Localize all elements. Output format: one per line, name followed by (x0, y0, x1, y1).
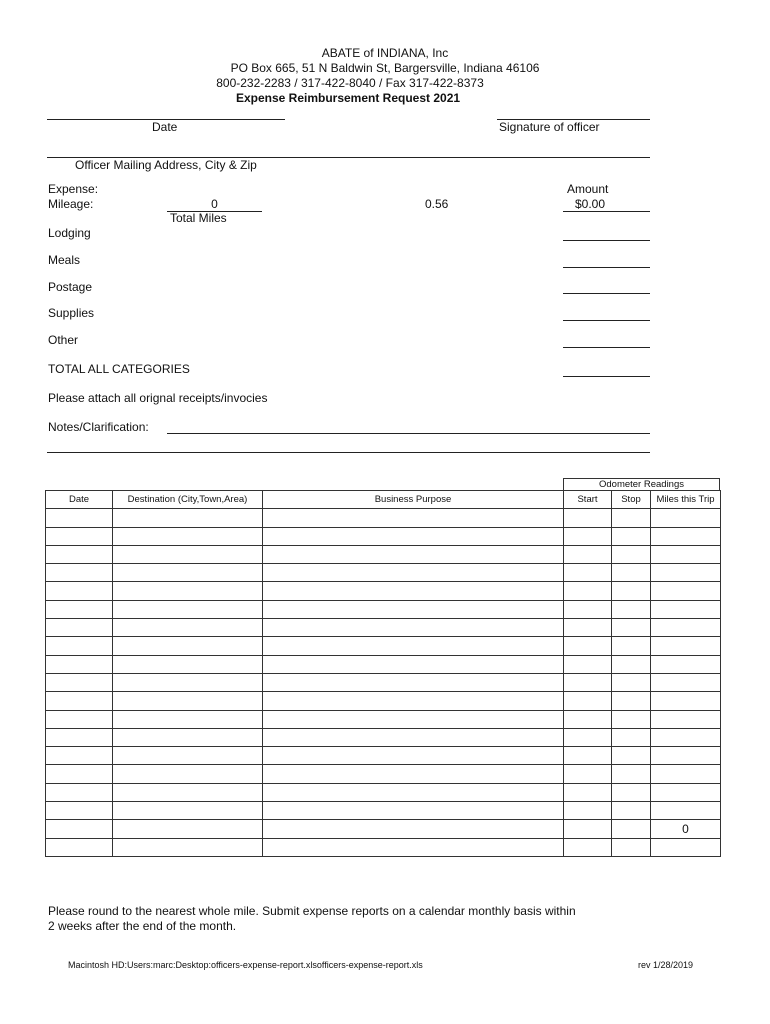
table-cell[interactable] (612, 710, 651, 728)
table-cell[interactable] (113, 582, 263, 600)
table-row[interactable] (46, 765, 721, 783)
table-cell[interactable] (263, 783, 564, 801)
table-cell[interactable] (113, 637, 263, 655)
table-cell[interactable] (612, 600, 651, 618)
table-cell[interactable] (46, 802, 113, 820)
table-row[interactable] (46, 838, 721, 856)
table-cell[interactable] (263, 582, 564, 600)
table-cell[interactable] (564, 582, 612, 600)
table-cell[interactable] (113, 802, 263, 820)
notes-line-2[interactable] (47, 452, 650, 453)
table-cell[interactable] (651, 838, 721, 856)
table-cell[interactable] (564, 692, 612, 710)
total-miles-label: Total Miles (170, 211, 227, 225)
table-cell[interactable] (564, 619, 612, 637)
trip-table (45, 490, 721, 857)
table-cell[interactable] (612, 527, 651, 545)
table-cell[interactable] (564, 509, 612, 527)
address-label: Officer Mailing Address, City & Zip (75, 158, 257, 172)
table-cell[interactable] (46, 838, 113, 856)
table-cell[interactable] (564, 783, 612, 801)
table-cell[interactable] (612, 564, 651, 582)
table-row[interactable] (46, 710, 721, 728)
table-cell[interactable] (651, 582, 721, 600)
table-cell[interactable] (612, 673, 651, 691)
table-cell[interactable] (564, 545, 612, 563)
table-cell[interactable] (113, 710, 263, 728)
table-row[interactable] (46, 783, 721, 801)
table-cell[interactable] (612, 545, 651, 563)
table-row[interactable] (46, 582, 721, 600)
mileage-amount: $0.00 (575, 197, 606, 211)
table-cell[interactable] (612, 783, 651, 801)
table-cell[interactable] (46, 747, 113, 765)
supplies-label: Supplies (48, 306, 95, 320)
table-cell[interactable] (651, 527, 721, 545)
table-cell[interactable] (113, 655, 263, 673)
table-cell[interactable] (564, 728, 612, 746)
table-cell[interactable] (651, 747, 721, 765)
table-cell[interactable] (564, 802, 612, 820)
table-cell[interactable] (564, 564, 612, 582)
table-cell[interactable] (113, 673, 263, 691)
instructions-line-1: Please round to the nearest whole mile. Submit expense reports on a calendar monthly basis within (48, 904, 576, 918)
table-cell[interactable] (46, 783, 113, 801)
table-cell[interactable] (564, 838, 612, 856)
table-cell[interactable] (612, 747, 651, 765)
col-header-stop: Stop (612, 491, 651, 509)
table-cell[interactable] (564, 747, 612, 765)
table-cell[interactable] (564, 710, 612, 728)
table-cell[interactable] (113, 838, 263, 856)
table-cell[interactable] (263, 673, 564, 691)
table-row[interactable] (46, 673, 721, 691)
table-cell[interactable] (46, 619, 113, 637)
supplies-amount-line[interactable] (563, 320, 650, 321)
col-header-miles-this-trip: Miles this Trip (651, 491, 721, 509)
table-cell[interactable] (46, 600, 113, 618)
table-row[interactable] (46, 747, 721, 765)
table-cell[interactable] (263, 802, 564, 820)
table-cell[interactable] (263, 692, 564, 710)
table-cell[interactable] (651, 710, 721, 728)
table-cell[interactable] (651, 728, 721, 746)
table-cell[interactable] (651, 692, 721, 710)
table-cell[interactable] (612, 582, 651, 600)
other-amount-line[interactable] (563, 347, 650, 348)
table-cell[interactable] (46, 673, 113, 691)
file-path: Macintosh HD:Users:marc:Desktop:officers-expense-report.xlsofficers-expense-report.xls (68, 960, 423, 970)
table-cell[interactable] (113, 747, 263, 765)
table-cell[interactable] (46, 765, 113, 783)
table-cell[interactable] (113, 545, 263, 563)
org-phones: 800-232-2283 / 317-422-8040 / Fax 317-422-8373 (216, 76, 484, 90)
table-row[interactable] (46, 692, 721, 710)
table-cell[interactable] (651, 673, 721, 691)
table-row[interactable] (46, 527, 721, 545)
table-cell[interactable] (113, 783, 263, 801)
table-cell[interactable] (46, 710, 113, 728)
revision-date: rev 1/28/2019 (638, 960, 694, 970)
table-cell[interactable] (113, 600, 263, 618)
col-header-start: Start (564, 491, 612, 509)
col-header-business-purpose: Business Purpose (263, 491, 564, 509)
table-cell[interactable] (564, 637, 612, 655)
instructions-line-2: 2 weeks after the end of the month. (48, 919, 237, 933)
table-row[interactable] (46, 619, 721, 637)
table-cell[interactable] (113, 820, 263, 838)
mileage-value[interactable]: 0 (211, 197, 218, 211)
table-cell[interactable] (46, 582, 113, 600)
meals-label: Meals (48, 253, 81, 267)
lodging-amount-line[interactable] (563, 240, 650, 241)
table-cell[interactable] (651, 637, 721, 655)
table-cell[interactable] (263, 655, 564, 673)
table-cell[interactable] (113, 728, 263, 746)
table-cell[interactable] (263, 820, 564, 838)
table-cell[interactable] (263, 509, 564, 527)
table-cell[interactable] (651, 765, 721, 783)
table-cell[interactable] (651, 783, 721, 801)
table-cell[interactable] (46, 655, 113, 673)
signature-label: Signature of officer (499, 120, 600, 134)
expense-label: Expense: (48, 182, 99, 196)
table-row[interactable] (46, 802, 721, 820)
table-cell[interactable] (113, 527, 263, 545)
table-cell[interactable] (612, 509, 651, 527)
table-row[interactable] (46, 545, 721, 563)
table-cell[interactable] (46, 637, 113, 655)
table-cell[interactable] (46, 545, 113, 563)
table-cell[interactable] (564, 655, 612, 673)
mileage-label: Mileage: (48, 197, 94, 211)
table-cell[interactable] (263, 728, 564, 746)
total-amount-line (563, 376, 650, 377)
table-cell[interactable] (46, 527, 113, 545)
table-cell[interactable] (651, 509, 721, 527)
table-row[interactable] (46, 564, 721, 582)
table-cell[interactable] (651, 802, 721, 820)
table-cell[interactable] (263, 600, 564, 618)
table-cell[interactable] (46, 728, 113, 746)
table-row[interactable] (46, 637, 721, 655)
table-cell[interactable] (46, 820, 113, 838)
table-cell[interactable] (564, 600, 612, 618)
miles-total-cell: 0 (651, 820, 721, 838)
table-cell[interactable] (651, 600, 721, 618)
table-cell[interactable] (564, 820, 612, 838)
table-cell[interactable] (263, 765, 564, 783)
table-cell[interactable] (113, 564, 263, 582)
table-cell[interactable] (46, 692, 113, 710)
table-cell[interactable] (113, 765, 263, 783)
table-cell[interactable] (263, 838, 564, 856)
table-cell[interactable] (263, 564, 564, 582)
lodging-label: Lodging (48, 226, 91, 240)
table-cell[interactable] (612, 728, 651, 746)
table-cell[interactable] (651, 619, 721, 637)
postage-label: Postage (48, 280, 93, 294)
table-cell[interactable] (263, 527, 564, 545)
attach-receipts-note: Please attach all orignal receipts/invocies (48, 391, 268, 405)
table-cell[interactable] (612, 765, 651, 783)
notes-label: Notes/Clarification: (48, 420, 149, 434)
meals-amount-line[interactable] (563, 267, 650, 268)
table-cell[interactable] (612, 637, 651, 655)
table-cell[interactable] (263, 619, 564, 637)
table-cell[interactable] (651, 564, 721, 582)
table-cell[interactable] (564, 673, 612, 691)
table-row[interactable] (46, 655, 721, 673)
table-cell[interactable] (612, 655, 651, 673)
table-cell[interactable] (113, 509, 263, 527)
table-cell[interactable] (612, 619, 651, 637)
table-cell[interactable] (612, 820, 651, 838)
table-row-total[interactable] (46, 820, 721, 838)
table-header-row (46, 491, 721, 509)
table-cell[interactable] (612, 838, 651, 856)
table-cell[interactable] (612, 802, 651, 820)
table-row[interactable] (46, 509, 721, 527)
table-cell[interactable] (564, 765, 612, 783)
table-cell[interactable] (46, 564, 113, 582)
table-cell[interactable] (263, 637, 564, 655)
table-cell[interactable] (263, 545, 564, 563)
mileage-amount-line (563, 211, 650, 212)
col-header-date: Date (46, 491, 113, 509)
table-cell[interactable] (564, 527, 612, 545)
table-cell[interactable] (263, 747, 564, 765)
other-label: Other (48, 333, 79, 347)
odometer-group-header: Odometer Readings (563, 478, 720, 490)
table-cell[interactable] (612, 692, 651, 710)
form-title: Expense Reimbursement Request 2021 (235, 91, 461, 105)
total-label: TOTAL ALL CATEGORIES (48, 362, 190, 376)
table-row[interactable] (46, 728, 721, 746)
table-cell[interactable] (263, 710, 564, 728)
postage-amount-line[interactable] (563, 293, 650, 294)
table-cell[interactable] (113, 692, 263, 710)
table-cell[interactable] (46, 509, 113, 527)
date-label: Date (152, 120, 178, 134)
org-address: PO Box 665, 51 N Baldwin St, Bargersville, Indiana 46106 (230, 61, 540, 75)
table-cell[interactable] (651, 655, 721, 673)
amount-label: Amount (567, 182, 609, 196)
table-cell[interactable] (651, 545, 721, 563)
notes-line-1[interactable] (167, 433, 650, 434)
table-cell[interactable] (113, 619, 263, 637)
table-row[interactable] (46, 600, 721, 618)
col-header-destination: Destination (City,Town,Area) (113, 491, 263, 509)
mileage-rate: 0.56 (425, 197, 449, 211)
org-name: ABATE of INDIANA, Inc (321, 46, 449, 60)
